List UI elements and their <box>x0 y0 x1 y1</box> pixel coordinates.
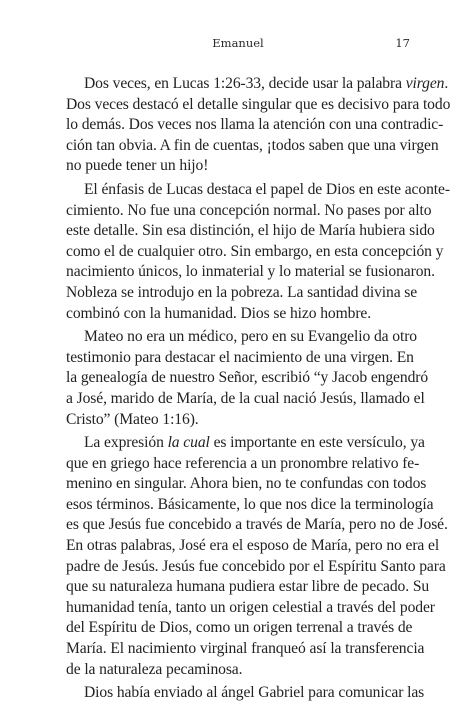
text-run: Dos veces destacó el detalle singular que es decisivo para todo <box>66 95 450 113</box>
text-run: padre de Jesús. Jesús fue concebido por el Espíritu Santo para <box>66 557 446 575</box>
text-line <box>66 221 435 242</box>
italic-term: la cual <box>167 434 210 452</box>
text-run: lo demás. Dos veces nos llama la atención con una contradic- <box>66 116 444 134</box>
text-run: menino en singular. Ahora bien, no te confundas con todos <box>66 475 427 493</box>
text-run: no puede tener un hijo! <box>66 157 209 175</box>
text-run: testimonio para destacar el nacimiento de una virgen. En <box>66 348 414 366</box>
text-run: El énfasis de Lucas destaca el papel de Dios en este aconte- <box>84 180 450 198</box>
text-line <box>66 474 427 495</box>
text-line <box>66 660 412 681</box>
text-run: que su naturaleza humana pudiera estar libre de pecado. Su <box>66 578 430 596</box>
paragraph <box>66 683 425 704</box>
text-run: este detalle. Sin esa distinción, el hijo de María hubiera sido <box>66 222 435 240</box>
text-line <box>66 515 448 536</box>
paragraph <box>66 433 448 680</box>
text-line <box>66 389 425 410</box>
paragraph <box>66 74 450 177</box>
text-line <box>66 242 444 263</box>
text-line <box>66 74 449 95</box>
text-line <box>66 454 420 475</box>
text-run: es que Jesús fue concebido a través de María, pero no de José. <box>66 516 448 534</box>
text-run: nacimiento únicos, lo inmaterial y lo material se fusionaron. <box>66 263 435 281</box>
text-line <box>66 598 435 619</box>
text-run: como el de cualquier otro. Sin embargo, en esta concepción y <box>66 242 444 260</box>
text-line <box>66 433 425 454</box>
text-line <box>66 639 425 660</box>
text-run: a José, marido de María, de la cual nació Jesús, llamado el <box>66 389 425 407</box>
text-line <box>66 283 418 304</box>
text-run: cimiento. No fue una concepción normal. No pases por alto <box>66 201 432 219</box>
running-title: Emanuel <box>212 36 264 50</box>
text-line <box>66 115 444 136</box>
text-run: esos términos. Básicamente, lo que nos dice la terminología <box>66 495 434 513</box>
text-line <box>66 536 440 557</box>
text-run: la genealogía de nuestro Señor, escribió “y Jacob engendró <box>66 369 429 387</box>
text-run: que en griego hace referencia a un pronombre relativo fe- <box>66 454 420 472</box>
text-run: de la naturaleza pecaminosa. <box>66 660 243 678</box>
text-run: combinó con la humanidad. Dios se hizo hombre. <box>66 304 372 322</box>
text-line <box>66 95 450 116</box>
text-run: del Espíritu de Dios, como un origen terrenal a través de <box>66 619 413 637</box>
paragraph <box>66 180 450 324</box>
text-run: ción tan obvia. A fin de cuentas, ¡todos saben que una virgen <box>66 136 439 154</box>
text-line <box>66 495 434 516</box>
text-line <box>66 136 439 157</box>
text-line <box>66 618 412 639</box>
italic-term: virgen <box>405 75 445 92</box>
text-line <box>66 156 412 177</box>
text-run: María. El nacimiento virginal franqueó así la transferencia <box>66 640 425 658</box>
page-number: 17 <box>395 36 410 50</box>
text-run: es importante en este versículo, ya <box>209 434 425 452</box>
text-run: En otras palabras, José era el esposo de María, pero no era el <box>66 537 440 555</box>
paragraph <box>66 327 429 430</box>
text-line <box>66 180 450 201</box>
text-line <box>66 327 417 348</box>
text-line <box>66 577 430 598</box>
text-line <box>66 557 446 578</box>
text-line <box>66 683 425 704</box>
text-line <box>66 348 412 369</box>
text-run: Cristo” (Mateo 1:16). <box>66 410 199 428</box>
text-run: Nobleza se introdujo en la pobreza. La santidad divina se <box>66 283 418 301</box>
text-line <box>66 368 429 389</box>
text-line <box>66 304 412 325</box>
text-line <box>66 410 412 431</box>
body-text <box>66 74 450 707</box>
text-run: humanidad tenía, tanto un origen celestial a través del poder <box>66 598 435 616</box>
text-run: . <box>444 75 449 92</box>
text-run: Mateo no era un médico, pero en su Evangelio da otro <box>84 328 417 346</box>
text-run: La expresión <box>84 434 168 452</box>
text-run: Dios había enviado al ángel Gabriel para comunicar las <box>84 684 425 702</box>
text-run: Dos veces, en Lucas 1:26-33, decide usar la palabra <box>84 75 406 92</box>
text-line <box>66 201 432 222</box>
text-line <box>66 262 435 283</box>
